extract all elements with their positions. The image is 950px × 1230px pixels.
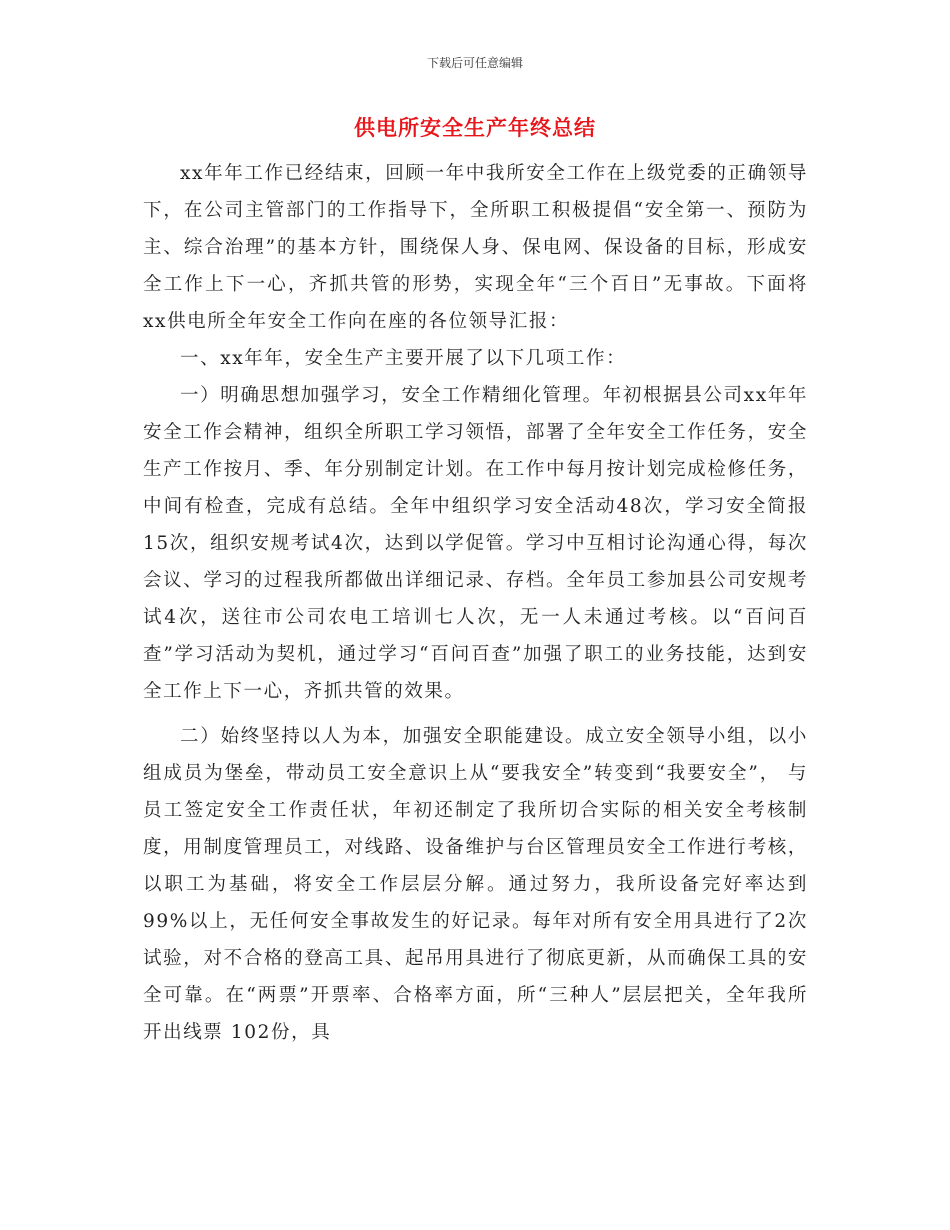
paragraph-item-1: 一）明确思想加强学习，安全工作精细化管理。年初根据县公司xx年年安全工作会精神，组织全所职工学习领悟，部署了全年安全工作任务，安全生产工作按月、季、年分别制定计划。在工作中每月按计划完成检修任务，中间有检查，完成有总结。全年中组织学习安全活动48次，学习安全简报15次，组织安规考试4次，达到以学促管。学习中互相讨论沟通心得，每次会议、学习的过程我所都做出详细记录、存档。全年员工参加县公司安规考试4次，送往市公司农电工培训七人次，无一人未通过考核。以“百问百查”学习活动为契机，通过学习“百问百查”加强了职工的业务技能，达到安全工作上下一心，齐抓共管的效果。 xyxy=(143,385,808,702)
paragraph-item-2: 二）始终坚持以人为本，加强安全职能建设。成立安全领导小组，以小组成员为堡垒，带动员工安全意识上从“要我安全”转变到“我要安全”， 与员工签定安全工作责任状，年初还制定了我所切合实际的相关安全考核制度，用制度管理员工，对线路、设备维护与台区管理员安全工作进行考核，以职工为基础，将安全工作层层分解。通过努力，我所设备完好率达到99%以上，无任何安全事故发生的好记录。每年对所有安全用具进行了2次试验，对不合格的登高工具、起吊用具进行了彻底更新，从而确保工具的安全可靠。在“两票”开票率、合格率方面，所“三种人”层层把关，全年我所开出线票 102份，具 xyxy=(143,726,808,1043)
header-note: 下载后可任意编辑 xyxy=(426,56,523,70)
document-body xyxy=(143,155,808,1059)
paragraph-section-heading: 一、xx年年，安全生产主要开展了以下几项工作： xyxy=(180,348,627,369)
document-title: 供电所安全生产年终总结 xyxy=(354,116,596,140)
paragraph-intro: xx年年工作已经结束，回顾一年中我所安全工作在上级党委的正确领导下，在公司主管部门的工作指导下，全所职工积极提倡“安全第一、预防为主、综合治理”的基本方针，围绕保人身、保电网、保设备的目标，形成安全工作上下一心，齐抓共管的形势，实现全年“三个百日”无事故。下面将xx供电所全年安全工作向在座的各位领导汇报： xyxy=(143,163,808,332)
